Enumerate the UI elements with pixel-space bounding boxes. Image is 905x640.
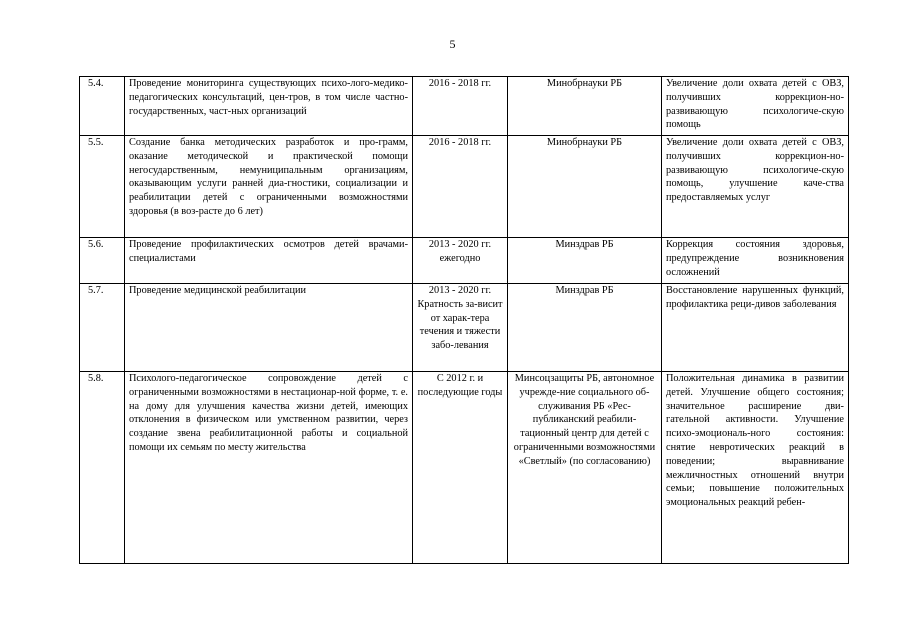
table-row xyxy=(80,136,849,238)
result-cell: Увеличение доли охвата детей с ОВЗ, получивших коррекцион-но-развивающую психологиче-скую помощь, улучшение каче-ства предоставляемых услуг xyxy=(662,136,849,238)
row-number: 5.4. xyxy=(80,77,125,136)
executor-cell: Минсоцзащиты РБ, автономное учрежде-ние социального об-служивания РБ «Рес-публиканский реабили-тационный центр для детей с ограниченными возможностями «Светлый» (по согласованию) xyxy=(508,372,662,564)
page-number: 5 xyxy=(449,37,456,51)
executor-cell: Минобрнауки РБ xyxy=(508,136,662,238)
row-number: 5.5. xyxy=(80,136,125,238)
result-cell: Увеличение доли охвата детей с ОВЗ, получивших коррекцион-но-развивающую психологиче-скую помощь xyxy=(662,77,849,136)
table-row xyxy=(80,238,849,284)
result-cell: Положительная динамика в развитии детей. Улучшение общего состояния; значительное расширение дви-гательной активности. Улучшение психо-эмоциональ-ного состояния: снятие невротических реакций в поведении; выравнивание межличностных отношений внутри семьи; повышение положительных эмоциональных реакций ребен- xyxy=(662,372,849,564)
period-cell: С 2012 г. и последующие годы xyxy=(413,372,508,564)
table-row xyxy=(80,284,849,372)
row-number: 5.8. xyxy=(80,372,125,564)
row-number: 5.6. xyxy=(80,238,125,284)
executor-cell: Минобрнауки РБ xyxy=(508,77,662,136)
executor-cell: Минздрав РБ xyxy=(508,238,662,284)
table-row xyxy=(80,372,849,564)
activity-cell: Психолого-педагогическое сопровождение детей с ограниченными возможностями в нестационар-ной форме, т. е. на дому для улучшения качества жизни детей, имеющих отклонения в физическом или умственном развитии, через создание звена реабилитационной работы и социальной помощи их семьям по месту жительства xyxy=(125,372,413,564)
activity-cell: Проведение профилактических осмотров детей врачами-специалистами xyxy=(125,238,413,284)
executor-cell: Минздрав РБ xyxy=(508,284,662,372)
activity-cell: Проведение мониторинга существующих психо-лого-медико-педагогических консультаций, цен-тров, в том числе частно-государственных, част-ных организаций xyxy=(125,77,413,136)
result-cell: Коррекция состояния здоровья, предупреждение возникновения осложнений xyxy=(662,238,849,284)
activity-cell: Проведение медицинской реабилитации xyxy=(125,284,413,372)
period-cell: 2013 - 2020 гг. ежегодно xyxy=(413,238,508,284)
result-cell: Восстановление нарушенных функций, профилактика реци-дивов заболевания xyxy=(662,284,849,372)
period-cell: 2016 - 2018 гг. xyxy=(413,136,508,238)
period-cell: 2013 - 2020 гг. Кратность за-висит от харак-тера течения и тяжести забо-левания xyxy=(413,284,508,372)
table-row xyxy=(80,77,849,136)
activity-cell: Создание банка методических разработок и про-грамм, оказание методической и практической помощи негосударственным, немуниципальным организациям, оказывающим услуги ранней диа-гностики, социализации и реабилитации детей с ограниченными возможностями здоровья (в воз-расте до 6 лет) xyxy=(125,136,413,238)
period-cell: 2016 - 2018 гг. xyxy=(413,77,508,136)
measures-table xyxy=(79,76,849,564)
row-number: 5.7. xyxy=(80,284,125,372)
